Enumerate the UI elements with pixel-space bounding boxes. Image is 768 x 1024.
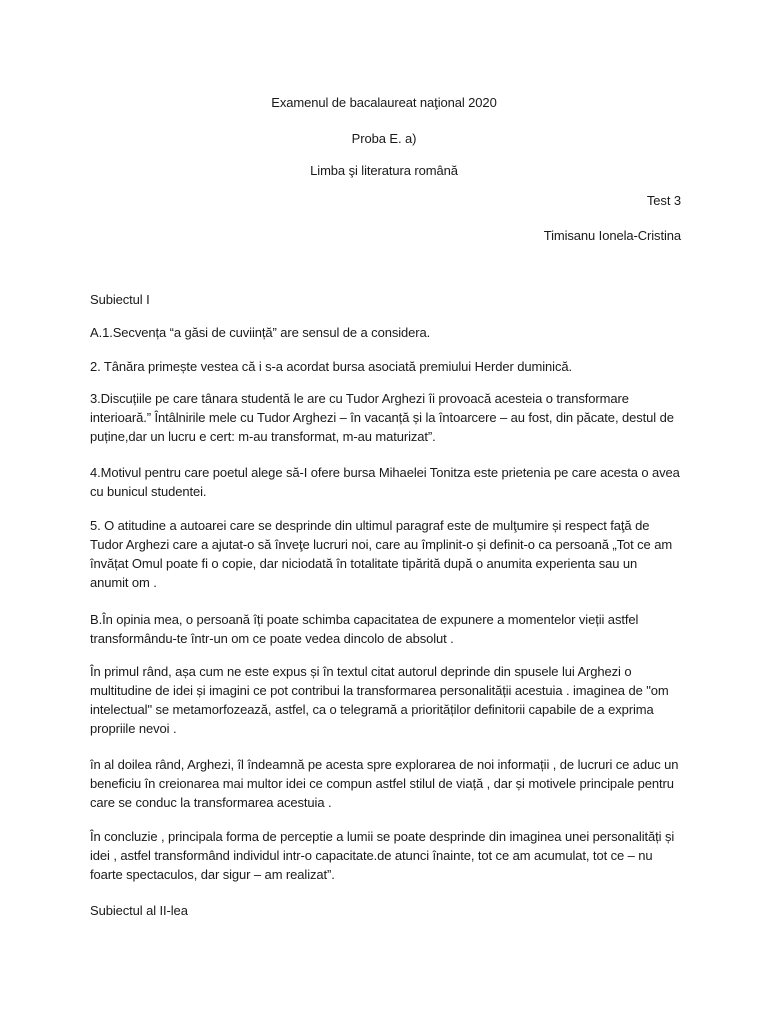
answer-b-line: propriile nevoi . [90,721,177,736]
answer-b-line: transformându-te într-un om ce poate vedea dincolo de absolut . [90,631,454,646]
answer-a3-line: puține,dar un lucru e cert: m-au transformat, m-au maturizat”. [90,429,436,444]
answer-b-line: B.În opinia mea, o persoană îți poate schimba capacitatea de expunere a momentelor vieții astfel [90,612,639,627]
proba-title: Proba E. a) [351,131,417,146]
answer-b-line: În concluzie , principala forma de perceptie a lumii se poate desprinde din imaginea unei personalități și [90,829,675,844]
answer-b-line: în al doilea rând, Arghezi, îl îndeamnă pe acesta spre explorarea de noi informații , de lucruri ce aduc un [90,757,679,772]
answer-a4-line: 4.Motivul pentru care poetul alege să-I ofere bursa Mihaelei Tonitza este prietenia pe care acesta o avea [90,465,680,480]
answer-b-line: multitudine de idei și imagini ce pot contribui la transformarea personalității acestuia . imaginea de "om [90,683,669,698]
exam-title: Examenul de bacalaureat naţional 2020 [271,95,497,110]
test-number: Test 3 [646,193,681,208]
author-name: Timisanu Ionela-Cristina [543,228,681,243]
answer-b-line: În primul rând, așa cum ne este expus și în textul citat autorul deprinde din spusele lui Arghezi o [90,664,632,679]
answer-a2 [90,357,690,376]
answer-a4 [90,463,690,501]
answer-b-line: care se conduc la transformarea acestuia . [90,795,332,810]
answer-b-line: foarte spectaculos, dar sigur – am realizat”. [90,867,335,882]
answer-a3-line: 3.Discuțiile pe care tânara studentă le are cu Tudor Arghezi îi provoacă acesteia o transformare [90,391,629,406]
subject-title: Limba şi literatura română [310,163,458,178]
answer-a5-line: Tudor Arghezi care a ajutat-o să înveţe lucruri noi, care au împlinit-o și definit-o ca persoană „Tot ce am [90,537,673,552]
answer-b-intro [90,610,690,648]
subiect-2-heading: Subiectul al II-lea [90,903,188,918]
answer-a3 [90,389,690,446]
answer-b-line: intelectual" se metamorfozează, astfel, ca o telegramă a priorităților definitorii capabile de a exprima [90,702,654,717]
answer-b-paragraph-2 [90,755,690,812]
answer-a5-line: 5. O atitudine a autoarei care se desprinde din ultimul paragraf este de mulţumire și respect faţă de [90,518,650,533]
answer-a5-line: învățat Omul poate fi o copie, dar niciodată în totalitate tipărită după o anumita experienta sau un [90,556,638,571]
answer-a4-line: cu bunicul studentei. [90,484,207,499]
answer-a5 [90,516,690,592]
answer-b-paragraph-1 [90,662,690,738]
answer-a3-line: interioară.” Întâlnirile mele cu Tudor Arghezi – în vacanță și la întoarcere – au fost, din păcate, destul de [90,410,674,425]
answer-b-line: beneficiu în creionarea mai multor idei ce compun astfel stilul de viață , dar și motivele principale pentru [90,776,674,791]
answer-a1 [90,323,690,342]
answer-a2-line: 2. Tânăra primește vestea că i s-a acordat bursa asociată premiului Herder duminică. [90,359,572,374]
answer-b-line: idei , astfel transformând individul intr-o capacitate.de atunci înainte, tot ce am acumulat, tot ce – nu [90,848,653,863]
answer-b-paragraph-3 [90,827,690,884]
subiect-1-heading: Subiectul I [90,292,150,307]
answer-a5-line: anumit om . [90,575,157,590]
answer-a1-line: A.1.Secvența “a găsi de cuviință” are sensul de a considera. [90,325,431,340]
